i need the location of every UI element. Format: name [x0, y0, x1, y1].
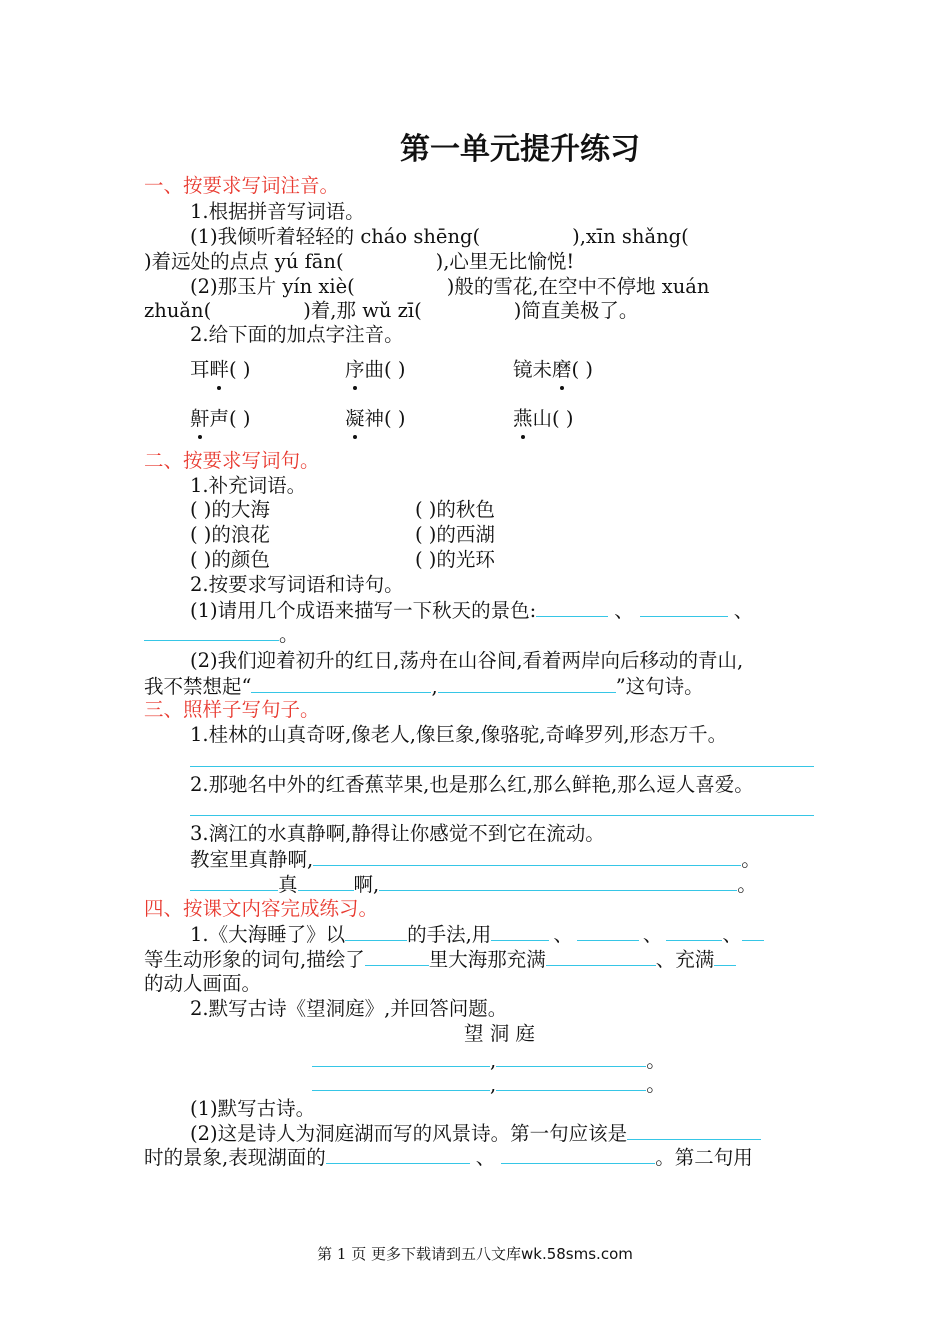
poem-question-1: (1)默写古诗。 — [190, 1097, 316, 1120]
comma: , — [490, 1049, 497, 1072]
separator: 、 — [614, 599, 634, 622]
comma: , — [431, 675, 438, 698]
separator: 、 — [553, 923, 573, 946]
text: )简直美极了。 — [513, 299, 639, 322]
section-heading-3: 三、照样子写句子。 — [144, 698, 320, 721]
blank[interactable] — [345, 922, 407, 941]
fill-word[interactable]: ( )的颜色 — [190, 548, 270, 571]
blank[interactable] — [666, 922, 722, 941]
blank[interactable] — [577, 922, 639, 941]
separator: 、 — [642, 923, 663, 946]
blank[interactable] — [546, 947, 656, 966]
text: )着远处的点点 yú fān( — [144, 250, 344, 273]
paren-blank[interactable]: ( ) — [384, 407, 406, 430]
paren-blank[interactable]: ( ) — [571, 358, 593, 381]
blank[interactable] — [326, 1145, 470, 1164]
blank[interactable] — [355, 275, 447, 293]
blank[interactable] — [627, 1121, 761, 1140]
fill-word[interactable]: ( )的秋色 — [415, 498, 495, 521]
example-sentence-1: 1.桂林的山真奇呀,像老人,像巨象,像骆驼,奇峰罗列,形态万千。 — [190, 723, 728, 746]
page-footer — [0, 1244, 950, 1264]
footer-url[interactable]: wk.58sms.com — [521, 1245, 633, 1263]
dotted-word-4 — [190, 407, 250, 431]
dotted-word-3 — [513, 358, 593, 382]
fill-word[interactable]: ( )的光环 — [415, 548, 495, 571]
text: zhuǎn( — [144, 299, 212, 322]
pinyin-line-3 — [190, 275, 709, 299]
char: 镜未 — [513, 358, 553, 381]
text: ”这句诗。 — [615, 675, 704, 698]
period: 。 — [646, 1049, 666, 1072]
blank[interactable] — [379, 872, 737, 891]
dotted-char: 磨 — [552, 358, 572, 381]
pinyin-line-2 — [144, 250, 574, 274]
section-heading-1: 一、按要求写词注音。 — [144, 174, 340, 197]
text: )着,那 wǔ zī( — [303, 299, 422, 322]
period: 。 — [737, 873, 757, 896]
page-title: 第一单元提升练习 — [400, 132, 640, 167]
blank[interactable] — [344, 250, 436, 268]
pinyin-line-4 — [144, 299, 638, 323]
separator: 、 — [733, 599, 754, 622]
example-sentence-3: 3.漓江的水真静啊,静得让你感觉不到它在流动。 — [190, 822, 605, 845]
blank[interactable] — [313, 847, 741, 866]
char: 耳 — [190, 358, 210, 381]
blank[interactable] — [312, 1048, 490, 1067]
text: 啊, — [353, 873, 380, 896]
blank[interactable] — [211, 299, 303, 317]
text: 1.《大海睡了》以 — [190, 923, 346, 946]
poem-title: 望 洞 庭 — [464, 1022, 535, 1045]
poem-line-2 — [312, 1072, 666, 1097]
dotted-char: 畔 — [209, 358, 230, 381]
period: 。 — [646, 1073, 666, 1096]
text: )般的雪花,在空中不停地 xuán — [446, 275, 710, 298]
poem-prompt-1: (2)我们迎着初升的红日,荡舟在山谷间,看着两岸向后移动的青山, — [190, 649, 744, 672]
blank[interactable] — [640, 598, 728, 617]
section-heading-4: 四、按课文内容完成练习。 — [144, 897, 379, 920]
char: 神 — [364, 407, 385, 430]
footer-text: 第 1 页 更多下载请到五八文库 — [317, 1245, 521, 1263]
fill-word[interactable]: ( )的浪花 — [190, 523, 270, 546]
paren-blank[interactable]: ( ) — [384, 358, 406, 381]
dotted-char: 序 — [345, 358, 365, 381]
poem-prompt-2 — [144, 674, 704, 699]
text: (1)请用几个成语来描写一下秋天的景色: — [190, 599, 537, 622]
text: 我不禁想起“ — [144, 675, 252, 698]
question-4-2: 2.默写古诗《望洞庭》,并回答问题。 — [190, 997, 508, 1020]
text: 等生动形象的词句,描绘了 — [144, 948, 365, 971]
blank[interactable] — [536, 598, 608, 617]
blank[interactable] — [501, 1145, 655, 1164]
answer-line[interactable] — [190, 815, 814, 816]
comma: , — [490, 1073, 497, 1096]
text: 教室里真静啊, — [190, 848, 314, 871]
question-1-1: 1.根据拼音写词语。 — [190, 200, 365, 223]
text: 、充满 — [655, 948, 715, 971]
char: 山 — [532, 407, 553, 430]
poem-question-2-cont — [144, 1145, 753, 1170]
text: (2)这是诗人为洞庭湖而写的风景诗。第一句应该是 — [190, 1122, 628, 1145]
imitation-line-1 — [190, 847, 761, 872]
question-1-2: 2.给下面的加点字注音。 — [190, 323, 404, 346]
blank[interactable] — [422, 299, 514, 317]
period: 。 — [279, 623, 299, 646]
dotted-word-2 — [345, 358, 405, 382]
paren-blank[interactable]: ( ) — [552, 407, 574, 430]
pinyin-line-1 — [190, 225, 689, 249]
text: 。第二句用 — [655, 1146, 753, 1169]
fill-word[interactable]: ( )的大海 — [190, 498, 270, 521]
fill-line-4-1 — [190, 922, 764, 947]
blank[interactable] — [251, 674, 431, 693]
separator: 、 — [722, 923, 742, 946]
poem-line-1 — [312, 1048, 666, 1073]
text: 真 — [278, 873, 298, 896]
dotted-char: 燕 — [513, 407, 533, 430]
idiom-prompt-cont — [144, 622, 299, 647]
text: (2)那玉片 yín xiè( — [190, 275, 355, 298]
paren-blank[interactable]: ( ) — [229, 358, 251, 381]
question-2-1: 1.补充词语。 — [190, 474, 307, 497]
fill-word[interactable]: ( )的西湖 — [415, 523, 495, 546]
char: 曲 — [364, 358, 385, 381]
fill-line-4-2 — [144, 947, 736, 972]
blank[interactable] — [496, 1048, 646, 1067]
idiom-prompt — [190, 598, 753, 623]
example-sentence-2: 2.那驰名中外的红香蕉苹果,也是那么红,那么鲜艳,那么逗人喜爱。 — [190, 773, 754, 796]
answer-line[interactable] — [190, 766, 814, 767]
text: 时的景象,表现湖面的 — [144, 1146, 326, 1169]
blank[interactable] — [190, 872, 278, 891]
text: 的手法,用 — [407, 923, 492, 946]
dotted-word-1 — [190, 358, 250, 382]
blank[interactable] — [298, 872, 354, 891]
separator: 、 — [475, 1146, 496, 1169]
imitation-line-2 — [190, 872, 757, 897]
dotted-char: 鼾 — [190, 407, 210, 430]
dotted-char: 凝 — [345, 407, 365, 430]
blank[interactable] — [714, 947, 736, 966]
blank[interactable] — [438, 674, 616, 693]
text: 里大海那充满 — [428, 948, 546, 971]
blank[interactable] — [365, 947, 429, 966]
period: 。 — [741, 848, 761, 871]
dotted-word-6 — [513, 407, 573, 431]
text: (1)我倾听着轻轻的 cháo shēng( — [190, 225, 481, 248]
poem-question-2 — [190, 1121, 761, 1146]
blank[interactable] — [480, 225, 572, 243]
fill-line-4-3: 的动人画面。 — [144, 972, 262, 995]
blank[interactable] — [144, 622, 279, 641]
blank[interactable] — [742, 922, 764, 941]
char: 声 — [209, 407, 230, 430]
section-heading-2: 二、按要求写词句。 — [144, 449, 320, 472]
text: ),心里无比愉悦! — [435, 250, 575, 273]
paren-blank[interactable]: ( ) — [229, 407, 251, 430]
blank[interactable] — [496, 1072, 646, 1091]
blank[interactable] — [491, 922, 549, 941]
dotted-word-5 — [345, 407, 405, 431]
blank[interactable] — [312, 1072, 490, 1091]
question-2-2: 2.按要求写词语和诗句。 — [190, 573, 404, 596]
text: ),xīn shǎng( — [572, 225, 689, 248]
